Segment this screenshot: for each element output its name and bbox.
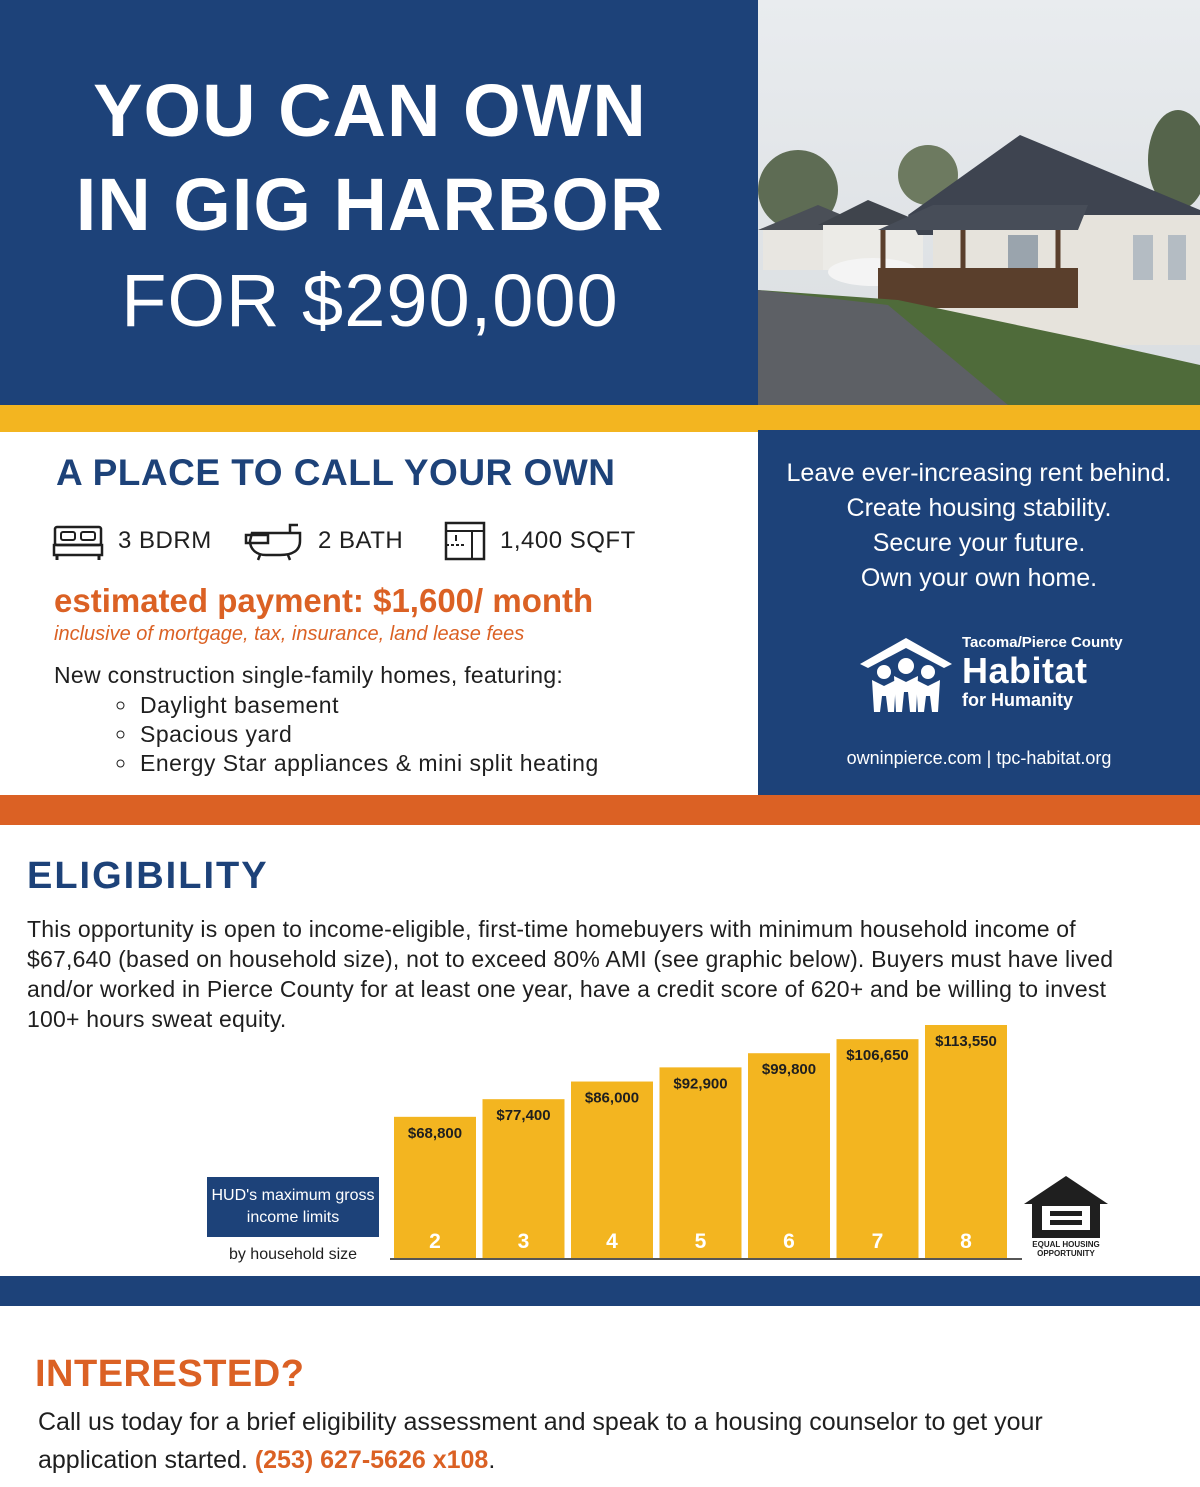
- svg-text:OPPORTUNITY: OPPORTUNITY: [1037, 1249, 1095, 1258]
- bar-value-label: $77,400: [496, 1107, 551, 1125]
- spec-bathrooms: [244, 520, 403, 562]
- motto: [758, 456, 1200, 596]
- bar-household-8: [925, 1025, 1007, 1258]
- motto-line: Own your own home.: [860, 564, 1098, 592]
- equal-housing-logo: [1022, 1172, 1110, 1260]
- income-limits-chart: [390, 1020, 1030, 1265]
- phone-number[interactable]: (253) 627-5626 x108: [254, 1446, 489, 1474]
- eligibility-title: ELIGIBILITY: [27, 855, 269, 897]
- house-photo: [758, 0, 1200, 405]
- logo-subtitle: for Humanity: [962, 690, 1074, 710]
- estimated-payment: estimated payment: $1,600/ month: [54, 582, 594, 619]
- bar-value-label: $106,650: [846, 1047, 909, 1065]
- spec-square-feet: [444, 520, 636, 562]
- logo-wordmark: Habitat: [962, 650, 1088, 691]
- interested-title: INTERESTED?: [35, 1353, 305, 1395]
- eligibility-body: This opportunity is open to income-eligible, first-time homebuyers with minimum household income of $67,640 (based on household size), not to exceed 80% AMI (see graphic below). Buyers must have lived and/or worked in Pierce County for at least one year, have a credit score of 620+ and be willing to invest 100+ hours sweat equity.: [27, 916, 1114, 1032]
- hud-sublabel: by household size: [228, 1246, 358, 1263]
- habitat-logo: [858, 628, 1128, 718]
- bar-value-label: $86,000: [584, 1089, 640, 1107]
- bar-household-6: [748, 1053, 830, 1258]
- features-intro: New construction single-family homes, featuring:: [54, 662, 564, 688]
- bar-category-label: 4: [606, 1230, 618, 1253]
- bed-icon: [52, 521, 104, 561]
- hud-label: HUD's maximum gross income limits: [207, 1177, 379, 1237]
- bar-category-label: 6: [783, 1230, 795, 1253]
- list-item: ◦ Spacious yard: [138, 720, 599, 749]
- hero-headline-line2: IN GIG HARBOR: [75, 163, 665, 246]
- bar-category-label: 7: [871, 1230, 884, 1253]
- blue-divider: [0, 1276, 1200, 1306]
- motto-line: Create housing stability.: [846, 494, 1112, 522]
- bar-category-label: 8: [960, 1230, 972, 1253]
- interested-text: Call us today for a brief eligibility assessment and speak to a housing counselor to get your application started.: [38, 1408, 1043, 1474]
- list-item: ◦ Daylight basement: [138, 691, 599, 720]
- bar-value-label: $113,550: [935, 1033, 997, 1050]
- logo-region: Tacoma/Pierce County: [962, 634, 1123, 651]
- payment-note: inclusive of mortgage, tax, insurance, land lease fees: [54, 623, 525, 645]
- interested-end: .: [488, 1446, 496, 1474]
- bathtub-icon: [244, 521, 304, 561]
- floorplan-icon: [444, 521, 486, 561]
- feature-list: [112, 691, 599, 778]
- bar-value-label: $92,900: [673, 1075, 728, 1093]
- bar-category-label: 5: [694, 1230, 707, 1253]
- spec-label: 2 BATH: [318, 527, 404, 554]
- list-item: ◦ Energy Star appliances & mini split heating: [138, 749, 599, 778]
- bar-value-label: $68,800: [407, 1124, 463, 1142]
- bar-category-label: 2: [429, 1230, 441, 1253]
- spec-label: 1,400 SQFT: [500, 527, 636, 554]
- info-panel: [758, 430, 1200, 795]
- equal-housing-icon: [1022, 1172, 1110, 1260]
- habitat-house-icon: [858, 636, 954, 714]
- spec-label: 3 BDRM: [118, 527, 212, 554]
- bar-value-label: $99,800: [761, 1061, 817, 1079]
- features-title: A PLACE TO CALL YOUR OWN: [56, 452, 616, 493]
- motto-line: Leave ever-increasing rent behind.: [786, 459, 1172, 487]
- bar-household-7: [837, 1039, 919, 1258]
- spec-bedrooms: [52, 520, 212, 562]
- hero-headline-line1: YOU CAN OWN: [93, 69, 647, 152]
- orange-divider: [0, 795, 1200, 825]
- motto-line: Secure your future.: [872, 529, 1086, 557]
- hero-price: FOR $290,000: [121, 259, 619, 342]
- website-links: owninpierce.com | tpc-habitat.org: [846, 748, 1112, 768]
- svg-text:EQUAL HOUSING: EQUAL HOUSING: [1032, 1240, 1100, 1249]
- bar-category-label: 3: [517, 1230, 530, 1253]
- yellow-divider: [0, 405, 1200, 432]
- interested-body: [38, 1403, 1168, 1479]
